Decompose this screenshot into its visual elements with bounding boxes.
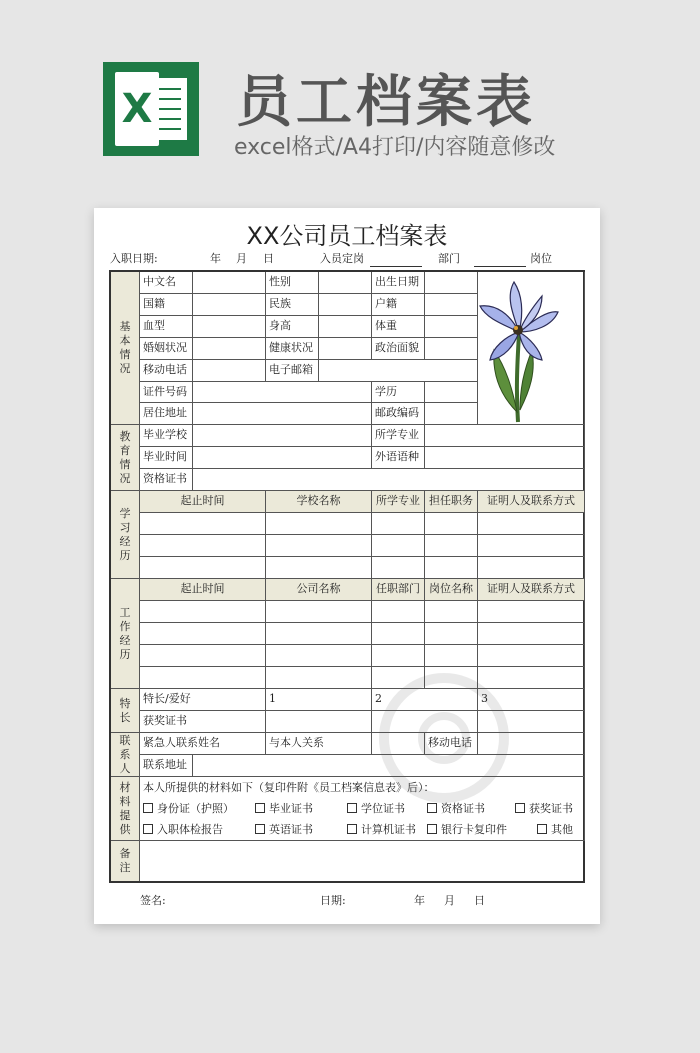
- study-cell[interactable]: [478, 513, 585, 535]
- label-health: 健康状况: [266, 338, 319, 360]
- label-contact-address: 联系地址: [140, 755, 193, 777]
- footer-year: 年: [414, 894, 425, 907]
- field-nationality[interactable]: [193, 294, 266, 316]
- label-certificate: 资格证书: [140, 469, 193, 491]
- field-email[interactable]: [319, 360, 478, 382]
- checkbox-icon: [255, 824, 265, 834]
- field-health[interactable]: [319, 338, 372, 360]
- work-header-dept: 任职部门: [372, 579, 425, 601]
- label-weight: 体重: [372, 316, 425, 338]
- checkbox-icon: [143, 803, 153, 813]
- section-contact: 联系人: [111, 733, 140, 777]
- sign-label: 签名:: [140, 894, 166, 907]
- label-major: 所学专业: [372, 425, 425, 447]
- checkbox-icon: [347, 803, 357, 813]
- label-hobby: 特长/爱好: [140, 689, 266, 711]
- label-degree: 学历: [372, 382, 425, 403]
- label-emergency-name: 紧急人联系姓名: [140, 733, 266, 755]
- banner-subtitle: excel格式/A4打印/内容随意修改: [234, 135, 556, 160]
- field-chinese-name[interactable]: [193, 272, 266, 294]
- label-birth-date: 出生日期: [372, 272, 425, 294]
- field-mobile[interactable]: [193, 360, 266, 382]
- field-blood-type[interactable]: [193, 316, 266, 338]
- work-cell[interactable]: [478, 601, 585, 623]
- study-header-school: 学校名称: [266, 491, 372, 513]
- work-cell[interactable]: [372, 623, 425, 645]
- field-major[interactable]: [425, 425, 585, 447]
- signature-line: [110, 892, 586, 910]
- material-option[interactable]: 计算机证书: [347, 819, 427, 840]
- year-label: 年: [210, 252, 221, 265]
- watermark-icon: [364, 658, 524, 818]
- document-title: XX公司员工档案表: [246, 222, 448, 250]
- work-header-reference: 证明人及联系方式: [478, 579, 585, 601]
- field-address[interactable]: [193, 403, 372, 425]
- label-language: 外语语种: [372, 447, 425, 469]
- form-sheet: [94, 208, 600, 924]
- section-basic: 基本情况: [111, 272, 140, 425]
- entry-info-line: [110, 250, 586, 268]
- footer-day: 日: [474, 894, 485, 907]
- study-header-period: 起止时间: [140, 491, 266, 513]
- materials-intro: 本人所提供的材料如下（复印件附《员工档案信息表》后）：: [143, 781, 435, 794]
- dept-line[interactable]: [474, 266, 526, 267]
- work-header-period: 起止时间: [140, 579, 266, 601]
- label-email: 电子邮箱: [266, 360, 319, 382]
- study-cell[interactable]: [372, 557, 425, 579]
- material-option[interactable]: 英语证书: [255, 819, 347, 840]
- study-cell[interactable]: [266, 557, 372, 579]
- field-marital[interactable]: [193, 338, 266, 360]
- label-gender: 性别: [266, 272, 319, 294]
- field-height[interactable]: [319, 316, 372, 338]
- flower-illustration: [462, 272, 570, 424]
- label-awards: 获奖证书: [140, 711, 266, 733]
- awards-cell[interactable]: [266, 711, 372, 733]
- excel-letter: X: [115, 72, 159, 146]
- material-option[interactable]: 资格证书: [427, 798, 515, 819]
- field-language[interactable]: [425, 447, 585, 469]
- study-cell[interactable]: [266, 535, 372, 557]
- label-school: 毕业学校: [140, 425, 193, 447]
- material-option[interactable]: 毕业证书: [255, 798, 347, 819]
- field-gender[interactable]: [319, 272, 372, 294]
- work-cell[interactable]: [372, 601, 425, 623]
- checkbox-icon: [537, 824, 547, 834]
- study-cell[interactable]: [266, 513, 372, 535]
- label-chinese-name: 中文名: [140, 272, 193, 294]
- position-fixed-line[interactable]: [370, 266, 422, 267]
- work-cell[interactable]: [425, 623, 478, 645]
- section-study: 学习经历: [111, 491, 140, 579]
- label-postcode: 邮政编码: [372, 403, 425, 425]
- excel-icon: [103, 62, 199, 156]
- field-grad-time[interactable]: [193, 447, 372, 469]
- study-cell[interactable]: [140, 535, 266, 557]
- study-header-role: 担任职务: [425, 491, 478, 513]
- field-remarks[interactable]: [140, 841, 585, 881]
- label-height: 身高: [266, 316, 319, 338]
- field-id-number[interactable]: [193, 382, 372, 403]
- label-id-number: 证件号码: [140, 382, 193, 403]
- work-cell[interactable]: [266, 623, 372, 645]
- section-skills: 特长: [111, 689, 140, 733]
- label-address: 居住地址: [140, 403, 193, 425]
- material-option[interactable]: 入职体检报告: [143, 819, 255, 840]
- label-blood-type: 血型: [140, 316, 193, 338]
- study-cell[interactable]: [425, 513, 478, 535]
- work-cell[interactable]: [140, 645, 266, 667]
- material-option[interactable]: 银行卡复印件: [427, 819, 537, 840]
- section-work: 工作经历: [111, 579, 140, 689]
- work-header-post: 岗位名称: [425, 579, 478, 601]
- work-cell[interactable]: [425, 601, 478, 623]
- dept-label: 部门: [438, 252, 460, 265]
- checkbox-icon: [255, 803, 265, 813]
- label-political: 政治面貌: [372, 338, 425, 360]
- work-cell[interactable]: [140, 667, 266, 689]
- day-label: 日: [263, 252, 274, 265]
- work-cell[interactable]: [140, 623, 266, 645]
- study-cell[interactable]: [140, 513, 266, 535]
- study-cell[interactable]: [372, 535, 425, 557]
- label-relation: 与本人关系: [266, 733, 372, 755]
- label-ethnicity: 民族: [266, 294, 319, 316]
- work-cell[interactable]: [266, 667, 372, 689]
- post-label: 岗位: [530, 252, 552, 265]
- work-cell[interactable]: [140, 601, 266, 623]
- label-household: 户籍: [372, 294, 425, 316]
- study-cell[interactable]: [140, 557, 266, 579]
- footer-month: 月: [444, 894, 455, 907]
- field-school[interactable]: [193, 425, 372, 447]
- study-header-reference: 证明人及联系方式: [478, 491, 585, 513]
- label-contact-mobile: 移动电话: [425, 733, 478, 755]
- entry-date-label: 入职日期:: [110, 252, 158, 265]
- study-header-major: 所学专业: [372, 491, 425, 513]
- materials-row-2: [143, 819, 584, 840]
- work-cell[interactable]: [266, 601, 372, 623]
- section-remarks: 备注: [111, 841, 140, 881]
- field-certificate[interactable]: [193, 469, 585, 491]
- hobby-3[interactable]: 3: [478, 689, 585, 711]
- study-cell[interactable]: [478, 535, 585, 557]
- material-option[interactable]: 身份证（护照）: [143, 798, 255, 819]
- field-ethnicity[interactable]: [319, 294, 372, 316]
- checkbox-icon: [427, 824, 437, 834]
- label-mobile: 移动电话: [140, 360, 193, 382]
- label-marital: 婚姻状况: [140, 338, 193, 360]
- study-cell[interactable]: [425, 557, 478, 579]
- material-option[interactable]: 学位证书: [347, 798, 427, 819]
- date-label: 日期:: [320, 894, 346, 907]
- study-cell[interactable]: [425, 535, 478, 557]
- work-cell[interactable]: [478, 623, 585, 645]
- section-materials: 材料提供: [111, 777, 140, 841]
- hobby-1[interactable]: 1: [266, 689, 372, 711]
- checkbox-icon: [143, 824, 153, 834]
- study-cell[interactable]: [478, 557, 585, 579]
- label-nationality: 国籍: [140, 294, 193, 316]
- section-education: 教育情况: [111, 425, 140, 491]
- banner-title: 员工档案表: [236, 70, 536, 135]
- hobby-2[interactable]: 2: [372, 689, 478, 711]
- label-grad-time: 毕业时间: [140, 447, 193, 469]
- material-option[interactable]: 获奖证书: [515, 798, 573, 819]
- position-fixed-label: 入员定岗: [320, 252, 364, 265]
- material-option[interactable]: 其他: [537, 819, 573, 840]
- banner: [0, 0, 700, 200]
- checkbox-icon: [347, 824, 357, 834]
- work-header-company: 公司名称: [266, 579, 372, 601]
- work-cell[interactable]: [266, 645, 372, 667]
- study-cell[interactable]: [372, 513, 425, 535]
- month-label: 月: [236, 252, 247, 265]
